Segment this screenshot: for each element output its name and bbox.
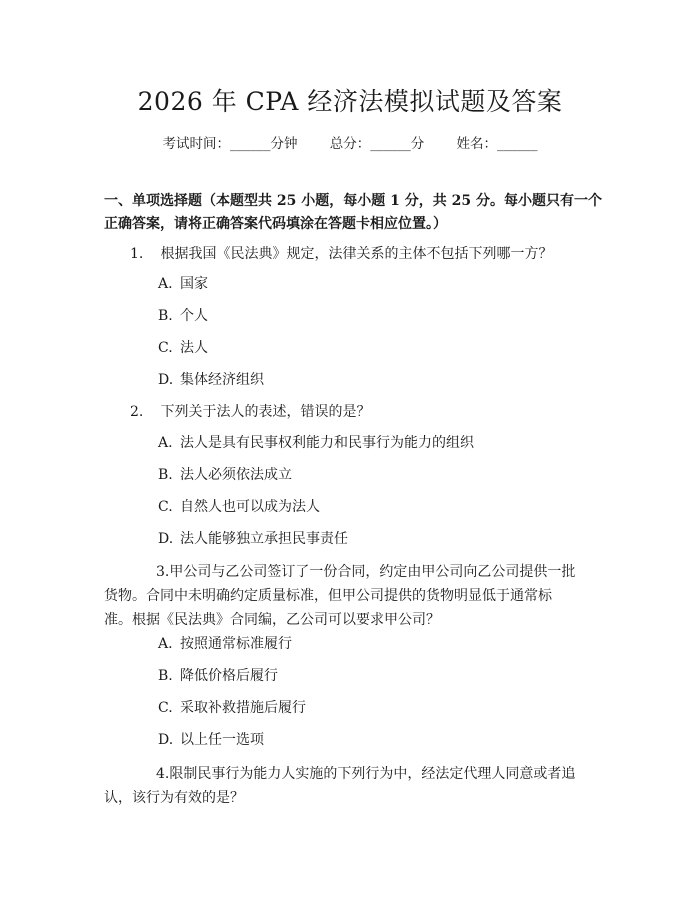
- question-number: 2.: [130, 404, 144, 420]
- option-text: 法人是具有民事权利能力和民事行为能力的组织: [180, 435, 474, 451]
- option-text: 按照通常标准履行: [180, 636, 292, 652]
- question-2: [130, 400, 370, 424]
- question-text: 甲公司与乙公司签订了一份合同，约定由甲公司向乙公司提供一批货物。合同中未明确约定质量标准，但甲公司提供的货物明显低于通常标准。根据《民法典》合同编，乙公司可以要求甲公司？: [104, 564, 576, 628]
- option-text: 个人: [180, 308, 208, 324]
- option-text: 降低价格后履行: [180, 668, 278, 684]
- exam-time-field: 考试时间：______分钟: [162, 136, 298, 152]
- option-text: 法人: [180, 340, 208, 356]
- question-text: 根据我国《民法典》规定，法律关系的主体不包括下列哪一方？: [160, 246, 553, 262]
- option-1a: [158, 273, 208, 295]
- option-text: 采取补救措施后履行: [180, 700, 306, 716]
- question-number: 3.: [156, 564, 170, 580]
- option-text: 法人能够独立承担民事责任: [180, 531, 348, 547]
- exam-meta: [0, 132, 700, 152]
- option-letter: A.: [158, 435, 173, 451]
- option-text: 集体经济组织: [180, 372, 264, 388]
- option-text: 国家: [180, 276, 208, 292]
- question-text: 下列关于法人的表述，错误的是？: [160, 404, 371, 420]
- section-heading: 一、单项选择题（本题型共 25 小题，每小题 1 分，共 25 分。每小题只有一个正确答案，请将正确答案代码填涂在答题卡相应位置。）: [104, 193, 602, 232]
- option-letter: D.: [158, 372, 174, 388]
- question-3: [104, 560, 578, 632]
- option-text: 自然人也可以成为法人: [180, 499, 320, 515]
- question-text: 限制民事行为能力人实施的下列行为中，经法定代理人同意或者追认，该行为有效的是？: [104, 766, 576, 806]
- option-letter: A.: [158, 276, 173, 292]
- question-1: [130, 242, 552, 266]
- question-number: 1.: [130, 246, 144, 262]
- option-text: 以上任一选项: [180, 732, 264, 748]
- option-letter: B.: [158, 467, 173, 483]
- option-3a: [158, 633, 292, 655]
- option-3c: [158, 697, 306, 719]
- total-score-field: 总分：______分: [329, 136, 425, 152]
- option-2d: [158, 528, 348, 550]
- question-4: [104, 762, 578, 810]
- option-letter: C.: [158, 700, 173, 716]
- option-1b: [158, 305, 208, 327]
- option-2c: [158, 496, 320, 518]
- option-3d: [158, 729, 264, 751]
- option-2a: [158, 432, 474, 454]
- name-field: 姓名：______: [456, 136, 538, 152]
- question-number: 4.: [156, 766, 170, 782]
- option-2b: [158, 464, 292, 486]
- option-3b: [158, 665, 278, 687]
- option-letter: D.: [158, 732, 174, 748]
- option-letter: D.: [158, 531, 174, 547]
- option-letter: B.: [158, 668, 173, 684]
- option-1d: [158, 369, 264, 391]
- page-title: 2026 年 CPA 经济法模拟试题及答案: [137, 87, 563, 116]
- option-letter: A.: [158, 636, 173, 652]
- option-1c: [158, 337, 208, 359]
- option-text: 法人必须依法成立: [180, 467, 292, 483]
- option-letter: C.: [158, 340, 173, 356]
- option-letter: B.: [158, 308, 173, 324]
- option-letter: C.: [158, 499, 173, 515]
